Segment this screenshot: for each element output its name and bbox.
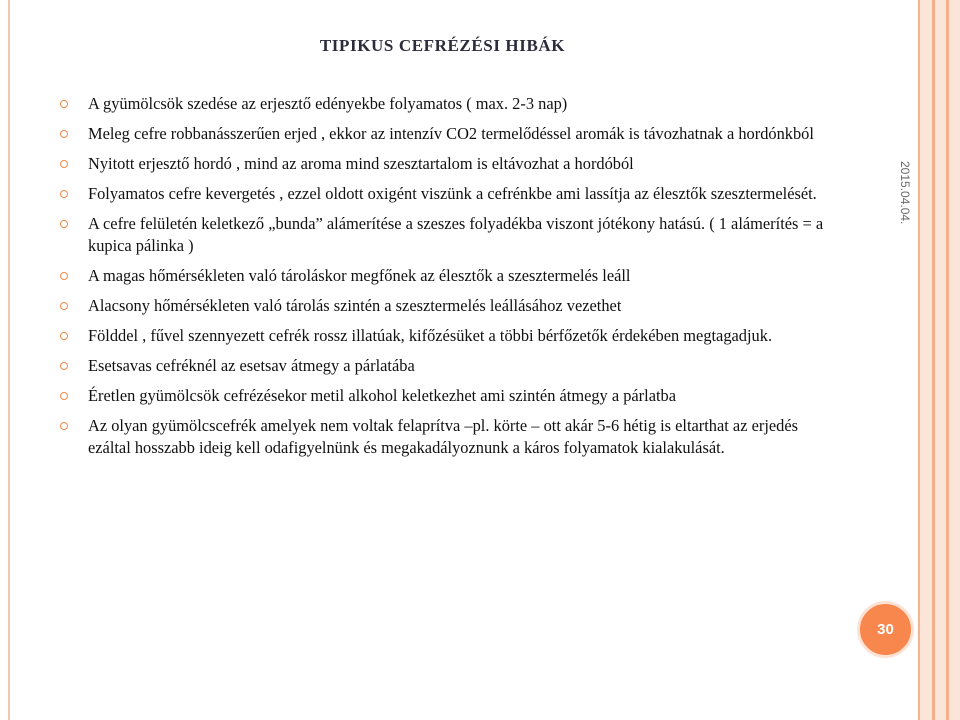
bullet-circle-icon <box>60 362 68 370</box>
bullet-circle-icon <box>60 392 68 400</box>
list-item <box>60 355 835 377</box>
right-stripe <box>932 0 935 720</box>
bullet-circle-icon <box>60 160 68 168</box>
bullet-text: Az olyan gyümölcscefrék amelyek nem voltak felaprítva –pl. körte – ott akár 5-6 hétig is eltarthat az erjedés ezáltal hosszabb ideig kell odafigyelnünk és megakadályoznunk a káros folyamatok kialakulását. <box>88 416 798 457</box>
bullet-circle-icon <box>60 220 68 228</box>
slide-title: TIPIKUS CEFRÉZÉSI HIBÁK <box>319 36 566 55</box>
bullet-circle-icon <box>60 332 68 340</box>
bullet-circle-icon <box>60 100 68 108</box>
bullet-circle-icon <box>60 190 68 198</box>
list-item <box>60 295 835 317</box>
list-item <box>60 325 835 347</box>
list-item <box>60 265 835 287</box>
list-item <box>60 183 835 205</box>
right-decorative-band <box>918 0 960 720</box>
left-border-line <box>8 0 10 720</box>
page-number: 30 <box>877 621 894 638</box>
list-item <box>60 213 835 257</box>
bullet-text: Nyitott erjesztő hordó , mind az aroma mind szesztartalom is eltávozhat a hordóból <box>88 154 634 173</box>
list-item <box>60 153 835 175</box>
bullet-text: Meleg cefre robbanásszerűen erjed , ekkor az intenzív CO2 termelődéssel aromák is távozhatnak a hordónkból <box>88 124 814 143</box>
right-stripe <box>918 0 920 720</box>
list-item <box>60 415 835 459</box>
list-item <box>60 123 835 145</box>
bullet-text: Földdel , fűvel szennyezett cefrék rossz illatúak, kifőzésüket a többi bérfőzetők érdekében megtagadjuk. <box>88 326 773 345</box>
bullet-circle-icon <box>60 130 68 138</box>
right-stripe <box>946 0 949 720</box>
bullet-text: Esetsavas cefréknél az esetsav átmegy a párlatába <box>88 356 415 375</box>
list-item <box>60 385 835 407</box>
page-number-badge <box>857 601 914 658</box>
bullet-circle-icon <box>60 272 68 280</box>
bullet-circle-icon <box>60 302 68 310</box>
list-item <box>60 93 835 115</box>
bullet-list <box>60 93 835 467</box>
bullet-text: Alacsony hőmérsékleten való tárolás szintén a szesztermelés leállásához vezethet <box>88 296 622 315</box>
bullet-text: A cefre felületén keletkező „bunda” alámerítése a szeszes folyadékba viszont jótékony hatású. ( 1 alámerítés = a kupica pálinka ) <box>88 214 824 255</box>
bullet-circle-icon <box>60 422 68 430</box>
slide-date: 2015.04.04. <box>898 161 912 225</box>
bullet-text: Éretlen gyümölcsök cefrézésekor metil alkohol keletkezhet ami szintén átmegy a párlatba <box>88 386 676 405</box>
bullet-text: A magas hőmérsékleten való tároláskor megfőnek az élesztők a szesztermelés leáll <box>88 266 631 285</box>
bullet-text: A gyümölcsök szedése az erjesztő edényekbe folyamatos ( max. 2-3 nap) <box>88 94 568 113</box>
bullet-text: Folyamatos cefre kevergetés , ezzel oldott oxigént viszünk a cefrénkbe ami lassítja az élesztők szesztermelését. <box>88 184 817 203</box>
